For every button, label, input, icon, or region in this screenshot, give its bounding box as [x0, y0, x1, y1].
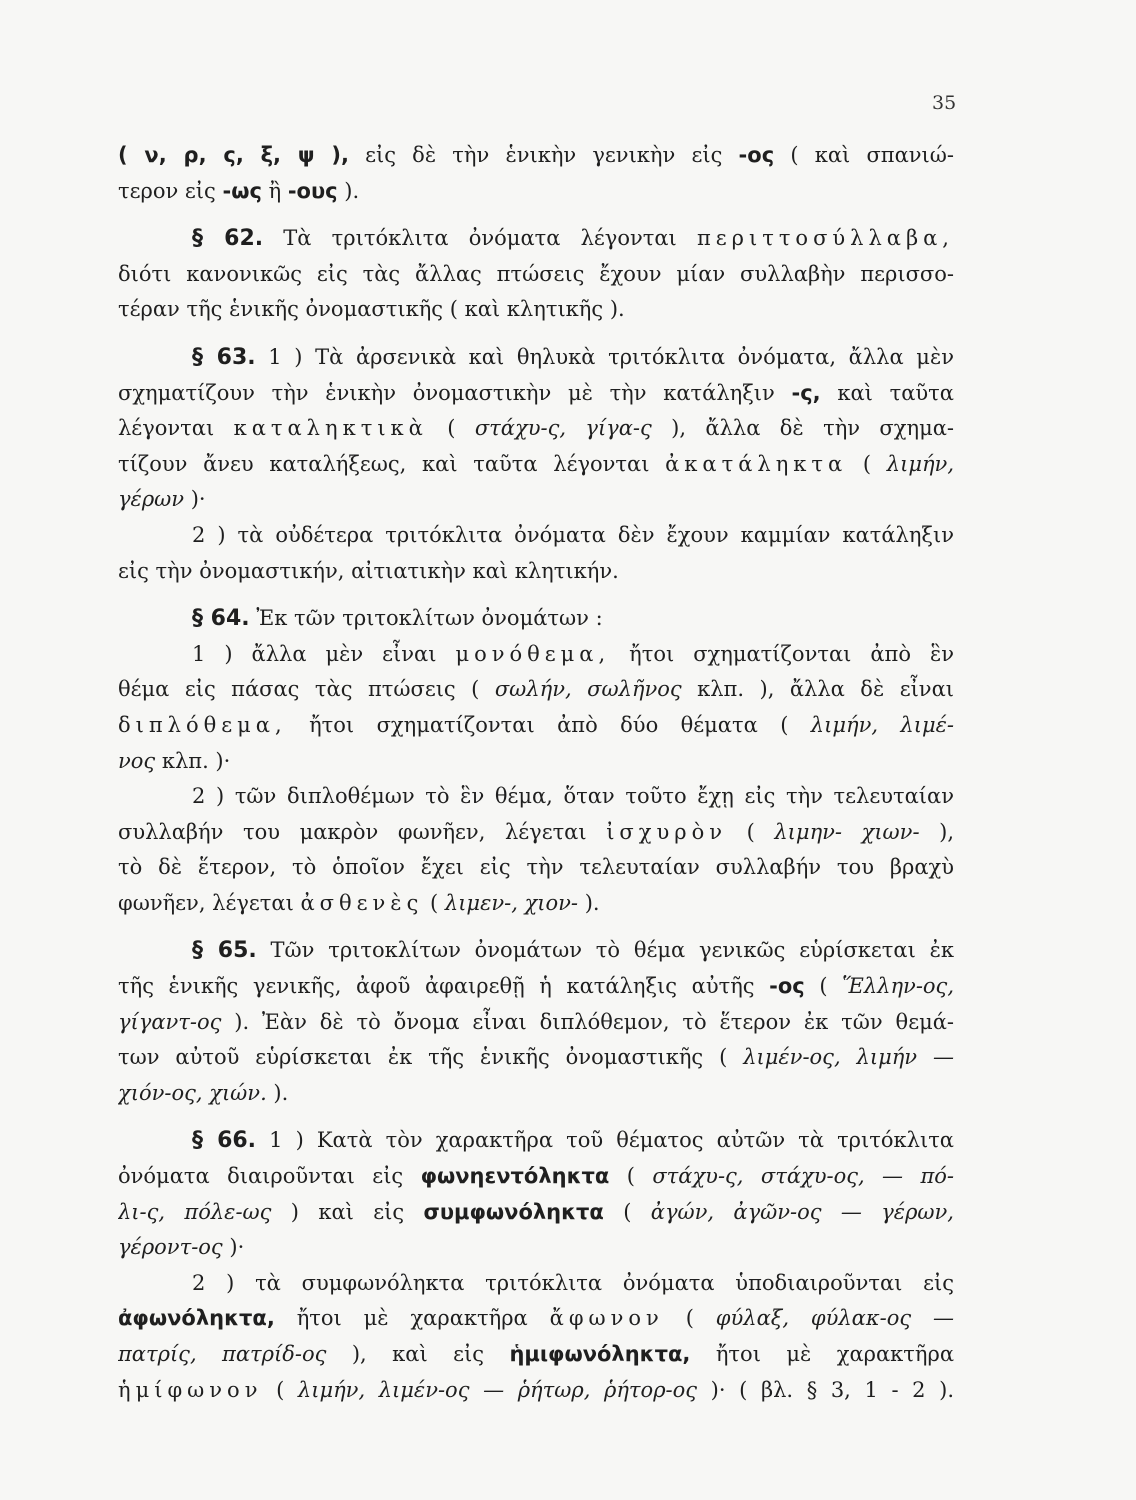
text-line: λι-ς, πόλε-ως ) καὶ εἰς συμφωνόληκτα ( ἀγών, ἀγῶν-ος — γέρων, [118, 1199, 954, 1224]
text-line: φωνῆεν, λέγεται ἀσθενὲς ( λιμεν-, χιον- ). [118, 890, 600, 915]
text-line: ἡμίφωνον ( λιμήν, λιμέν-ος — ῥήτωρ, ῥήτορ-ος )· ( βλ. § 3, 1 - 2 ). [118, 1377, 954, 1402]
section-63: § 63. 1 ) Τὰ ἀρσενικὰ καὶ θηλυκὰ τριτόκλιτα ὀνόματα, ἄλλα μὲν [192, 344, 954, 370]
text-line: χιόν-ος, χιών. ). [118, 1080, 289, 1105]
text-line: διότι κανονικῶς εἰς τὰς ἄλλας πτώσεις ἔχουν μίαν συλλαβὴν περισσο- [118, 261, 954, 286]
text-line: πατρίς, πατρίδ-ος ), καὶ εἰς ἡμιφωνόληκτα, ἤτοι μὲ χαρακτῆρα [118, 1342, 954, 1366]
text-line: τὸ δὲ ἕτερον, τὸ ὁποῖον ἔχει εἰς τὴν τελευταίαν συλλαβήν του βραχὺ [118, 855, 954, 880]
text-line: τῆς ἑνικῆς γενικῆς, ἀφοῦ ἀφαιρεθῇ ἡ κατάληξις αὐτῆς -ος ( Ἕλλην-ος, [118, 974, 954, 999]
text-line: γέροντ-ος )· [118, 1235, 245, 1260]
text-line: διπλόθεμα, ἤτοι σχηματίζονται ἀπὸ δύο θέματα ( λιμήν, λιμέ- [118, 712, 954, 737]
section-66: § 66. 1 ) Κατὰ τὸν χαρακτῆρα τοῦ θέματος αὐτῶν τὰ τριτόκλιτα [192, 1128, 954, 1154]
text-line: 2 ) τὰ συμφωνόληκτα τριτόκλιτα ὀνόματα ὑποδιαιροῦνται εἰς [192, 1270, 954, 1295]
text-line: 2 ) τὰ οὐδέτερα τριτόκλιτα ὀνόματα δὲν ἔχουν καμμίαν κατάληξιν [192, 522, 954, 547]
text-line: ὀνόματα διαιροῦνται εἰς φωνηεντόληκτα ( στάχυ-ς, στάχυ-ος, — πό- [118, 1164, 954, 1189]
page-body [118, 138, 954, 1408]
text-line: ἀφωνόληκτα, ἤτοι μὲ χαρακτῆρα ἄφωνον ( φύλαξ, φύλακ-ος — [118, 1306, 954, 1331]
text-line: 2 ) τῶν διπλοθέμων τὸ ἓν θέμα, ὅταν τοῦτο ἔχῃ εἰς τὴν τελευταίαν [192, 784, 954, 809]
text-line: των αὐτοῦ εὑρίσκεται ἐκ τῆς ἑνικῆς ὀνομαστικῆς ( λιμέν-ος, λιμήν — [118, 1045, 954, 1070]
text-line: ( ν, ρ, ς, ξ, ψ ), εἰς δὲ τὴν ἑνικὴν γενικὴν εἰς -ος ( καὶ σπανιώ- [118, 143, 954, 167]
text-line: τίζουν ἄνευ καταλήξεως, καὶ ταῦτα λέγονται ἀκατάληκτα ( λιμήν, [118, 451, 954, 476]
section-65: § 65. Τῶν τριτοκλίτων ὀνομάτων τὸ θέμα γενικῶς εὑρίσκεται ἐκ [192, 938, 954, 964]
section-64: § 64. Ἐκ τῶν τριτοκλίτων ὀνομάτων : [192, 606, 603, 632]
text-line: θέμα εἰς πάσας τὰς πτώσεις ( σωλήν, σωλῆνος κλπ. ), ἄλλα δὲ εἶναι [118, 677, 954, 702]
text-line: γίγαντ-ος ). Ἐὰν δὲ τὸ ὄνομα εἶναι διπλόθεμον, τὸ ἕτερον ἐκ τῶν θεμά- [118, 1009, 954, 1034]
text-line: 1 ) ἄλλα μὲν εἶναι μονόθεμα, ἤτοι σχηματίζονται ἀπὸ ἓν [192, 641, 954, 666]
section-62: § 62. Τὰ τριτόκλιτα ὀνόματα λέγονται περιττοσύλλαβα, [192, 226, 954, 252]
text-line: λέγονται καταληκτικὰ ( στάχυ-ς, γίγα-ς ), ἄλλα δὲ τὴν σχημα- [118, 416, 954, 441]
text-line: εἰς τὴν ὀνομαστικήν, αἰτιατικὴν καὶ κλητικήν. [118, 558, 619, 583]
text-line: τέραν τῆς ἑνικῆς ὀνομαστικῆς ( καὶ κλητικῆς ). [118, 297, 625, 322]
text-line: γέρων )· [118, 487, 206, 512]
text-line: τερον εἰς -ως ἢ -ους ). [118, 178, 360, 203]
text-line: σχηματίζουν τὴν ἑνικὴν ὀνομαστικὴν μὲ τὴν κατάληξιν -ς, καὶ ταῦτα [118, 380, 954, 405]
text-line: νος κλπ. )· [118, 748, 231, 773]
text-line: συλλαβήν του μακρὸν φωνῆεν, λέγεται ἰσχυρὸν ( λιμην- χιων- ), [118, 819, 954, 844]
page-number: 35 [932, 92, 957, 114]
